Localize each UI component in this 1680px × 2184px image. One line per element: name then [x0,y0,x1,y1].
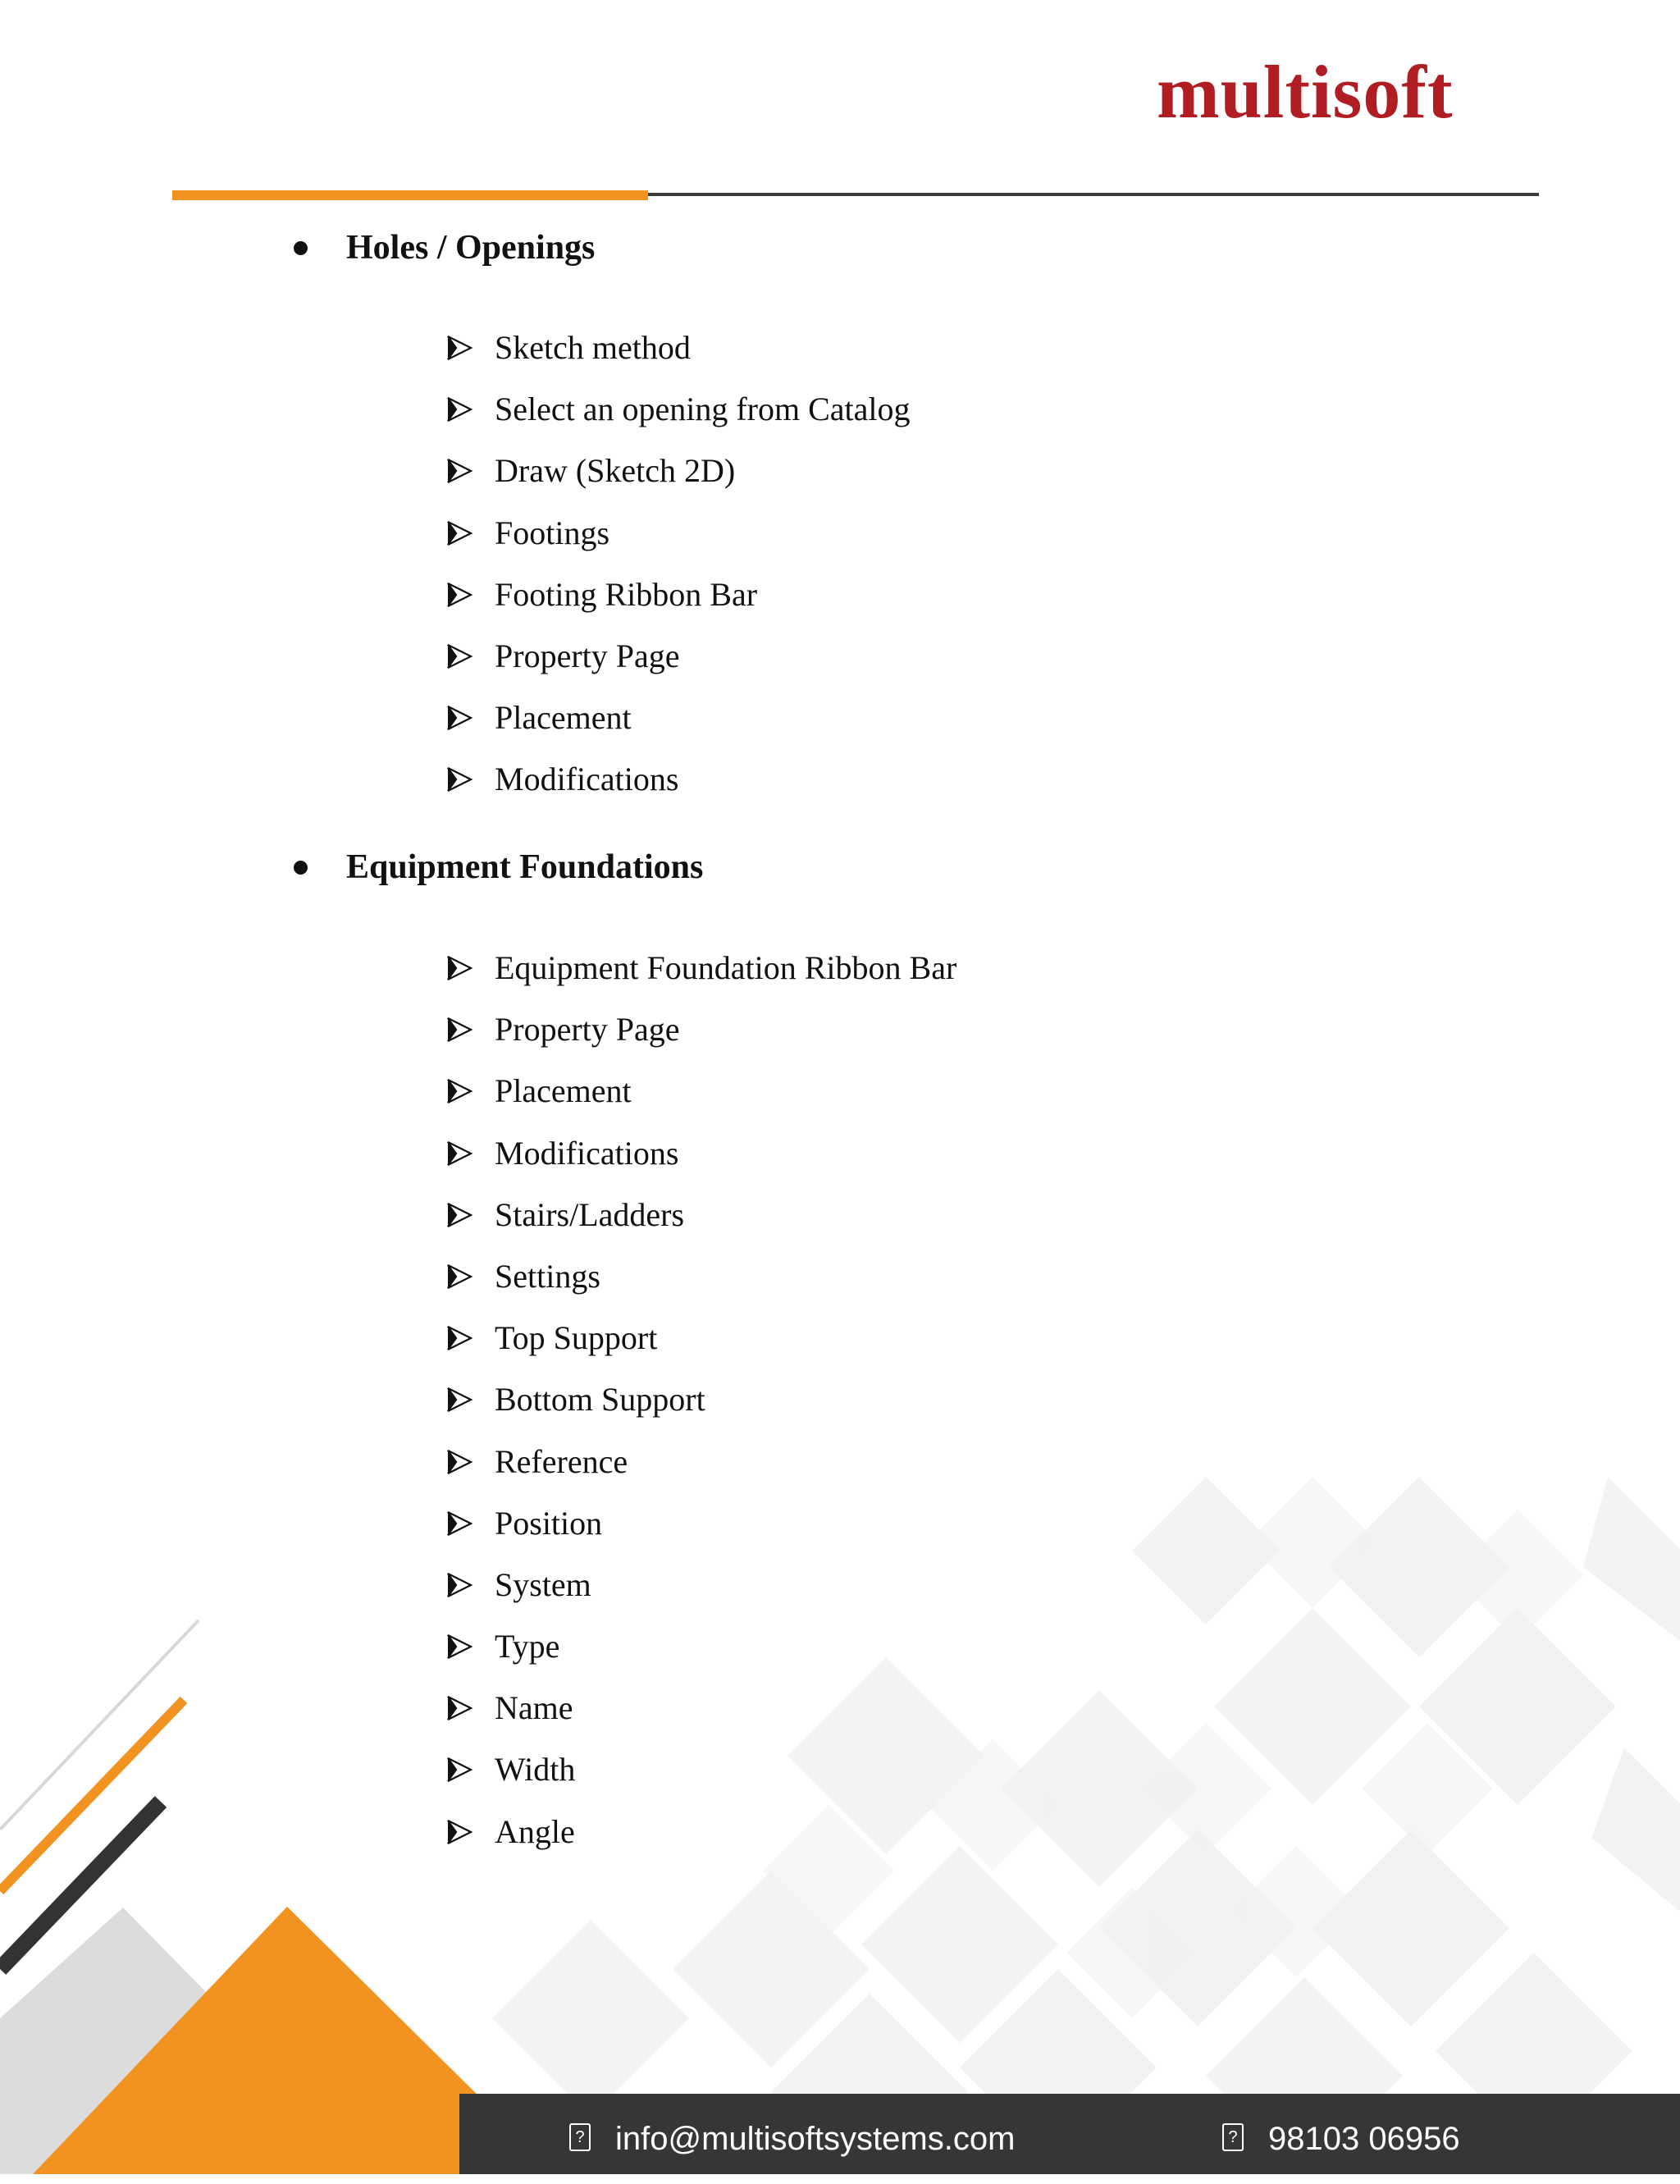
list-item-text: Property Page [495,1011,680,1049]
arrow-bullet-icon [446,1757,472,1783]
list-item-text: Width [495,1751,576,1789]
footer-email-text[interactable]: info@multisoftsystems.com [615,2121,1016,2157]
arrow-bullet-icon [446,1510,472,1537]
list-item-text: Position [495,1504,603,1542]
list-item-text: Equipment Foundation Ribbon Bar [495,949,957,986]
list-item-text: Draw (Sketch 2D) [495,452,736,490]
arrow-bullet-icon [446,335,472,361]
list-item-text: Name [495,1689,573,1727]
envelope-icon [569,2123,591,2151]
list-item [443,1250,1427,1312]
arrow-bullet-icon [446,396,472,423]
phone-icon [1222,2123,1244,2151]
list-item [443,942,1427,1003]
arrow-bullet-icon [446,1819,472,1845]
arrow-bullet-icon [446,520,472,546]
footer-phone-text[interactable]: 98103 06956 [1268,2121,1460,2157]
multisoft-logo: multisoft [1157,50,1454,134]
list-item [443,1312,1427,1373]
arrow-bullet-icon [446,643,472,669]
bullet-icon [294,241,308,255]
list-item [443,322,1427,383]
section-heading-text: Equipment Foundations [346,848,704,886]
list-item [443,1373,1427,1435]
bullet-icon [294,861,308,875]
list-item [443,1682,1427,1743]
arrow-bullet-icon [446,1017,472,1043]
list-item-text: Placement [495,699,632,737]
list-item-text: Bottom Support [495,1381,705,1419]
list-item-text: Sketch method [495,329,691,366]
list-item [443,1065,1427,1126]
arrow-bullet-icon [446,766,472,793]
sub-list [443,942,1427,1867]
list-item [443,507,1427,569]
arrow-bullet-icon [446,1633,472,1660]
list-item-text: Modifications [495,1134,679,1172]
list-item-text: Settings [495,1257,600,1295]
list-item [443,630,1427,692]
thin-gray-stripe [0,1620,199,1830]
footer-phone[interactable] [1222,2094,1460,2174]
list-item [443,1743,1427,1805]
footer-bar [459,2094,1680,2174]
list-item [443,383,1427,445]
list-item-text: System [495,1565,591,1603]
list-item-text: Footings [495,514,610,551]
arrow-bullet-icon [446,1140,472,1167]
header-rule-accent [172,190,648,200]
list-item [443,1003,1427,1065]
list-item-text: Modifications [495,761,679,798]
arrow-bullet-icon [446,1202,472,1228]
list-item [443,1620,1427,1682]
arrow-bullet-icon [446,458,472,484]
list-item-text: Placement [495,1072,632,1110]
arrow-bullet-icon [446,1572,472,1598]
list-item [443,445,1427,506]
list-item [443,1806,1427,1867]
header-rule-line [648,193,1539,196]
list-item-text: Top Support [495,1319,658,1357]
list-item-text: Stairs/Ladders [495,1195,685,1233]
list-item [443,1189,1427,1250]
section-heading [294,223,1278,272]
arrow-bullet-icon [446,1263,472,1290]
arrow-bullet-icon [446,955,472,981]
arrow-bullet-icon [446,1449,472,1475]
list-item-text: Reference [495,1442,628,1480]
arrow-bullet-icon [446,582,472,608]
arrow-bullet-icon [446,1695,472,1721]
arrow-bullet-icon [446,705,472,731]
list-item [443,1127,1427,1189]
section-heading-text: Holes / Openings [346,229,596,267]
list-item [443,1436,1427,1497]
list-item-text: Angle [495,1812,575,1850]
list-item [443,1497,1427,1559]
list-item-text: Type [495,1628,560,1665]
sub-list [443,322,1427,816]
list-item-text: Property Page [495,637,680,674]
arrow-bullet-icon [446,1325,472,1351]
list-item-text: Select an opening from Catalog [495,391,911,428]
list-item [443,1559,1427,1620]
arrow-bullet-icon [446,1078,472,1104]
section-heading [294,843,1278,892]
footer-email[interactable] [569,2094,1015,2174]
list-item [443,692,1427,753]
list-item-text: Footing Ribbon Bar [495,575,758,613]
list-item [443,569,1427,630]
list-item [443,753,1427,815]
arrow-bullet-icon [446,1387,472,1413]
